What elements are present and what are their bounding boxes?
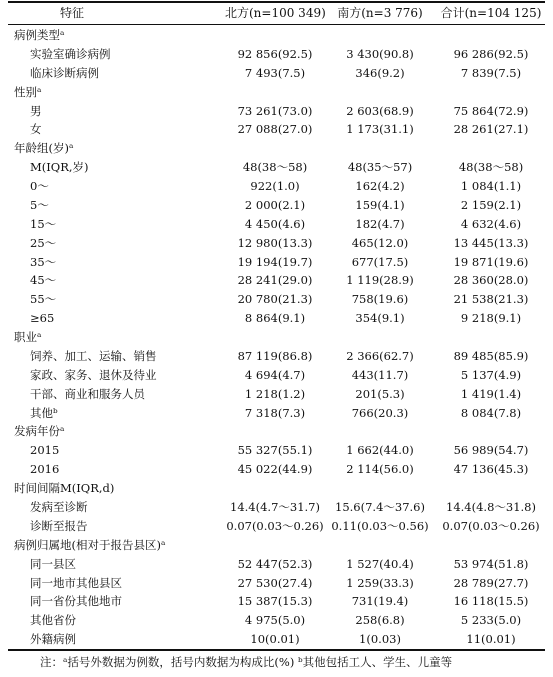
cell-north: 10(0.01) bbox=[250, 632, 300, 647]
cell-north: 922(1.0) bbox=[250, 179, 300, 194]
cell-total: 0.07(0.03～0.26) bbox=[442, 518, 540, 533]
cell-south: 731(19.4) bbox=[351, 594, 409, 609]
row-label: 35～ bbox=[30, 254, 57, 269]
cell-north: 28 241(29.0) bbox=[237, 273, 313, 288]
cell-north: 73 261(73.0) bbox=[237, 103, 313, 118]
cell-south: 766(20.3) bbox=[351, 405, 409, 420]
cell-south: 1 527(40.4) bbox=[346, 556, 414, 571]
cell-north: 7 318(7.3) bbox=[244, 405, 306, 420]
row-label: 2015 bbox=[30, 443, 60, 458]
cell-south: 2 114(56.0) bbox=[346, 462, 414, 477]
cell-total: 47 136(45.3) bbox=[453, 462, 529, 477]
cell-north: 7 493(7.5) bbox=[244, 65, 306, 80]
section-label: 病例类型ᵃ bbox=[14, 28, 65, 42]
header-south: 南方(n=3 776) bbox=[337, 6, 423, 20]
cell-north: 20 780(21.3) bbox=[237, 292, 313, 307]
row-label: 同一地市其他县区 bbox=[30, 575, 122, 590]
row-label: 2016 bbox=[30, 462, 60, 477]
row-label: 家政、家务、退休及待业 bbox=[30, 367, 157, 382]
cell-total: 96 286(92.5) bbox=[453, 46, 529, 61]
row-label: 15～ bbox=[30, 216, 57, 231]
section-label: 职业ᵃ bbox=[14, 330, 42, 345]
row-label: 25～ bbox=[30, 235, 57, 250]
cell-north: 27 088(27.0) bbox=[237, 122, 313, 137]
cell-south: 48(35～57) bbox=[347, 160, 413, 175]
cell-south: 1 173(31.1) bbox=[346, 122, 414, 137]
cell-total: 53 974(51.8) bbox=[453, 556, 529, 571]
cell-total: 48(38～58) bbox=[458, 160, 524, 175]
cell-north: 4 694(4.7) bbox=[244, 367, 306, 382]
row-label: 其他ᵇ bbox=[30, 405, 58, 420]
cell-north: 4 450(4.6) bbox=[244, 216, 306, 231]
cell-total: 28 789(27.7) bbox=[453, 575, 529, 590]
row-label: 实验室确诊病例 bbox=[30, 46, 111, 61]
cell-south: 15.6(7.4～37.6) bbox=[335, 500, 425, 514]
cell-total: 5 233(5.0) bbox=[460, 613, 522, 628]
row-label: 女 bbox=[30, 122, 42, 137]
row-label: 0～ bbox=[30, 179, 49, 194]
cell-south: 677(17.5) bbox=[351, 254, 409, 269]
cell-south: 1 662(44.0) bbox=[346, 443, 414, 458]
row-label: 同一县区 bbox=[30, 556, 76, 571]
cell-total: 2 159(2.1) bbox=[460, 197, 522, 212]
row-label: 外籍病例 bbox=[30, 632, 76, 647]
cell-south: 758(19.6) bbox=[351, 292, 409, 307]
row-label: 干部、商业和服务人员 bbox=[30, 386, 145, 401]
row-label: 55～ bbox=[30, 292, 57, 307]
row-label: 临床诊断病例 bbox=[30, 65, 99, 80]
cell-south: 465(12.0) bbox=[351, 235, 409, 250]
cell-south: 182(4.7) bbox=[355, 216, 405, 231]
cell-north: 55 327(55.1) bbox=[237, 443, 313, 458]
header-north: 北方(n=100 349) bbox=[225, 6, 326, 20]
cell-north: 92 856(92.5) bbox=[237, 46, 313, 61]
cell-total: 14.4(4.8～31.8) bbox=[446, 500, 536, 514]
cell-south: 443(11.7) bbox=[351, 367, 409, 382]
cell-total: 4 632(4.6) bbox=[460, 216, 522, 231]
cell-total: 28 261(27.1) bbox=[453, 122, 529, 137]
cell-total: 21 538(21.3) bbox=[453, 292, 529, 307]
cell-north: 0.07(0.03～0.26) bbox=[226, 518, 324, 533]
cell-south: 2 366(62.7) bbox=[346, 348, 414, 363]
cell-south: 2 603(68.9) bbox=[346, 103, 414, 118]
row-label: 5～ bbox=[30, 197, 49, 212]
cell-total: 19 871(19.6) bbox=[453, 254, 529, 269]
cell-north: 14.4(4.7～31.7) bbox=[230, 500, 320, 514]
cell-north: 15 387(15.3) bbox=[237, 594, 313, 609]
cell-north: 87 119(86.8) bbox=[237, 348, 313, 363]
cell-north: 1 218(1.2) bbox=[244, 386, 306, 401]
cell-south: 1(0.03) bbox=[359, 632, 401, 647]
row-label: 其他省份 bbox=[30, 613, 76, 628]
cell-total: 75 864(72.9) bbox=[453, 103, 529, 118]
row-label: ≥65 bbox=[30, 311, 55, 326]
cell-north: 12 980(13.3) bbox=[237, 235, 313, 250]
header-total: 合计(n=104 125) bbox=[440, 6, 542, 20]
header-rule bbox=[8, 24, 545, 25]
cell-north: 8 864(9.1) bbox=[244, 311, 306, 326]
cell-total: 7 839(7.5) bbox=[460, 65, 522, 80]
cell-south: 258(6.8) bbox=[355, 613, 405, 628]
section-label: 年龄组(岁)ᵃ bbox=[14, 141, 74, 156]
section-label: 性别ᵃ bbox=[14, 84, 42, 99]
cell-total: 56 989(54.7) bbox=[453, 443, 529, 458]
section-label: 病例归属地(相对于报告县区)ᵃ bbox=[14, 537, 166, 552]
cell-north: 2 000(2.1) bbox=[244, 197, 306, 212]
cell-total: 5 137(4.9) bbox=[460, 367, 522, 382]
cell-north: 52 447(52.3) bbox=[237, 556, 313, 571]
table-footnote: 注：ᵃ括号外数据为例数，括号内数据为构成比(%) ᵇ其他包括工人、学生、儿童等 bbox=[40, 655, 453, 669]
cell-south: 1 259(33.3) bbox=[346, 575, 414, 590]
cell-south: 162(4.2) bbox=[355, 179, 405, 194]
cell-north: 19 194(19.7) bbox=[237, 254, 313, 269]
section-label: 发病年份ᵃ bbox=[14, 424, 65, 439]
cell-south: 1 119(28.9) bbox=[346, 273, 414, 288]
cell-total: 16 118(15.5) bbox=[453, 594, 529, 609]
row-label: M(IQR,岁) bbox=[30, 160, 89, 175]
row-label: 同一省份其他地市 bbox=[30, 594, 122, 609]
cell-south: 3 430(90.8) bbox=[346, 46, 414, 61]
row-label: 发病至诊断 bbox=[30, 500, 88, 514]
cell-total: 13 445(13.3) bbox=[453, 235, 529, 250]
cell-total: 1 084(1.1) bbox=[460, 179, 522, 194]
bottom-rule bbox=[8, 649, 545, 651]
cell-south: 0.11(0.03～0.56) bbox=[331, 518, 429, 533]
cell-south: 354(9.1) bbox=[355, 311, 405, 326]
top-rule bbox=[8, 1, 545, 3]
row-label: 饲养、加工、运输、销售 bbox=[30, 348, 157, 363]
cell-total: 1 419(1.4) bbox=[460, 386, 522, 401]
cell-south: 159(4.1) bbox=[355, 197, 405, 212]
cell-north: 48(38～58) bbox=[242, 160, 308, 175]
cell-total: 89 485(85.9) bbox=[453, 348, 529, 363]
cell-total: 9 218(9.1) bbox=[460, 311, 522, 326]
cell-total: 8 084(7.8) bbox=[460, 405, 522, 420]
cell-north: 4 975(5.0) bbox=[244, 613, 306, 628]
header-feature: 特征 bbox=[60, 6, 85, 20]
row-label: 诊断至报告 bbox=[30, 518, 88, 533]
cell-total: 28 360(28.0) bbox=[453, 273, 529, 288]
cell-south: 346(9.2) bbox=[355, 65, 405, 80]
cell-south: 201(5.3) bbox=[355, 386, 405, 401]
cell-north: 45 022(44.9) bbox=[237, 462, 313, 477]
cell-total: 11(0.01) bbox=[466, 632, 516, 647]
cell-north: 27 530(27.4) bbox=[237, 575, 313, 590]
row-label: 45～ bbox=[30, 273, 57, 288]
row-label: 男 bbox=[30, 103, 42, 118]
section-label: 时间间隔M(IQR,d) bbox=[14, 481, 115, 496]
